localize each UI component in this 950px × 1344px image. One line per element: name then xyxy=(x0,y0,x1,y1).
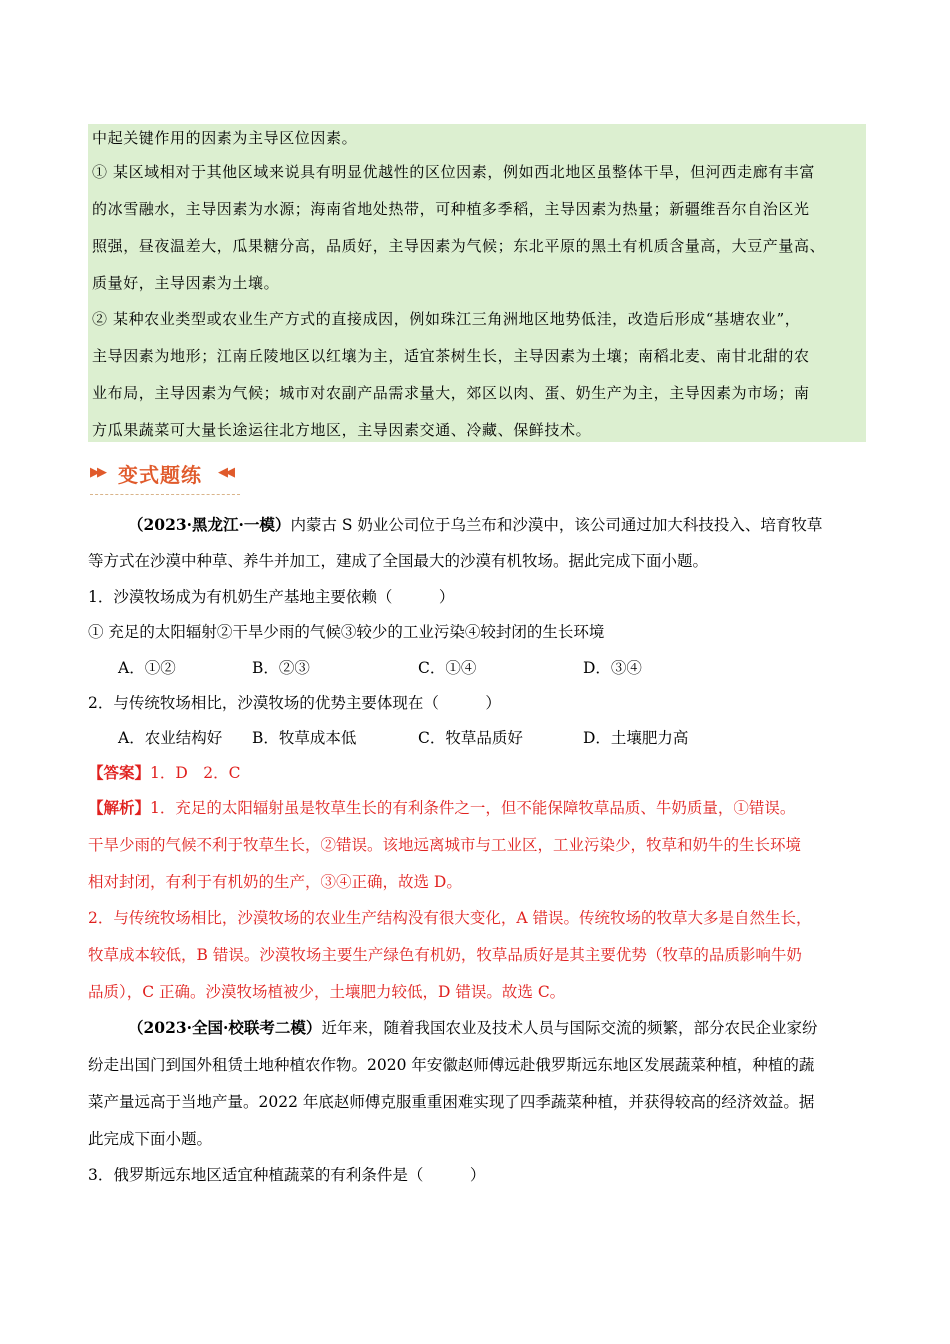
question-source: （2023·全国·校联考二模） xyxy=(128,1018,322,1037)
note-line: 中起关键作用的因素为主导区位因素。 xyxy=(92,129,358,147)
note-line: ① 某区域相对于其他区域来说具有明显优越性的区位因素，例如西北地区虽整体干旱，但河西走廊有丰富 xyxy=(92,163,815,181)
analysis-line: 相对封闭，有利于有机奶的生产，③④正确，故选 D。 xyxy=(88,873,462,891)
question-3: 3．俄罗斯远东地区适宜种植蔬菜的有利条件是（ ） xyxy=(88,1166,486,1184)
option-d: D．③④ xyxy=(583,659,642,677)
section-title: 变式题练 xyxy=(118,463,202,487)
section-heading xyxy=(90,458,240,495)
analysis-text: 1．充足的太阳辐射虽是牧草生长的有利条件之一，但不能保障牧草品质、牛奶质量，①错误。 xyxy=(150,799,796,817)
passage-text: 内蒙古 S 奶业公司位于乌兰布和沙漠中，该公司通过加大科技投入、培育牧草 xyxy=(290,516,823,534)
option-a: A．①② xyxy=(118,659,176,677)
note-line: 业布局，主导因素为气候；城市对农副产品需求量大，郊区以肉、蛋、奶生产为主，主导因素为市场；南 xyxy=(92,384,810,402)
note-line: 的冰雪融水，主导因素为水源；海南省地处热带，可种植多季稻，主导因素为热量；新疆维吾尔自治区光 xyxy=(92,200,810,218)
passage-1 xyxy=(128,514,822,536)
answer-text: 1．D 2．C xyxy=(150,764,241,782)
analysis-label: 【解析】 xyxy=(88,798,151,817)
question-1: 1．沙漠牧场成为有机奶生产基地主要依赖（ ） xyxy=(88,588,455,606)
analysis-line: 2．与传统牧场相比，沙漠牧场的农业生产结构没有很大变化，A 错误。传统牧场的牧草大多是自然生长， xyxy=(88,909,812,927)
passage-text: 此完成下面小题。 xyxy=(88,1130,213,1148)
passage-text: 菜产量远高于当地产量。2022 年底赵师傅克服重重困难实现了四季蔬菜种植，并获得较高的经济效益。据 xyxy=(88,1093,815,1111)
analysis-line: 牧草成本较低，B 错误。沙漠牧场主要生产绿色有机奶，牧草品质好是其主要优势（牧草的品质影响牛奶 xyxy=(88,946,802,964)
analysis-line: 干旱少雨的气候不利于牧草生长，②错误。该地远离城市与工业区，工业污染少，牧草和奶牛的生长环境 xyxy=(88,836,802,854)
question-1-stem: ① 充足的太阳辐射②干旱少雨的气候③较少的工业污染④较封闭的生长环境 xyxy=(88,623,605,641)
passage-2 xyxy=(128,1017,817,1039)
note-line: 方瓜果蔬菜可大量长途运往北方地区，主导因素交通、冷藏、保鲜技术。 xyxy=(92,421,592,439)
note-line: 质量好，主导因素为土壤。 xyxy=(92,274,280,292)
answer xyxy=(88,762,241,784)
passage-text: 纷走出国门到国外租赁土地种植农作物。2020 年安徽赵师傅远赴俄罗斯远东地区发展蔬菜种植，种植的蔬 xyxy=(88,1056,815,1074)
analysis-line: 品质），C 正确。沙漠牧场植被少，土壤肥力较低，D 错误。故选 C。 xyxy=(88,983,566,1001)
note-line: 主导因素为地形；江南丘陵地区以红壤为主，适宜茶树生长，主导因素为土壤；南稻北麦、南甘北甜的农 xyxy=(92,347,810,365)
option-c: C．①④ xyxy=(418,659,477,677)
option-b: B．牧草成本低 xyxy=(252,729,357,747)
answer-label: 【答案】 xyxy=(88,763,151,782)
option-b: B．②③ xyxy=(252,659,310,677)
right-arrows-icon: ◀◀ xyxy=(218,465,232,480)
question-source: （2023·黑龙江·一模） xyxy=(128,515,291,534)
analysis-line xyxy=(88,797,795,819)
note-line: 照强，昼夜温差大，瓜果糖分高，品质好，主导因素为气候；东北平原的黑土有机质含量高，大豆产量高、 xyxy=(92,237,826,255)
option-a: A．农业结构好 xyxy=(118,729,223,747)
left-arrows-icon: ▶▶ xyxy=(90,465,104,480)
passage-text: 近年来，随着我国农业及技术人员与国际交流的频繁，部分农民企业家纷 xyxy=(321,1019,818,1037)
question-2: 2．与传统牧场相比，沙漠牧场的优势主要体现在（ ） xyxy=(88,694,501,712)
option-d: D．土壤肥力高 xyxy=(583,729,689,747)
passage-text: 等方式在沙漠中种草、养牛并加工，建成了全国最大的沙漠有机牧场。据此完成下面小题。 xyxy=(88,552,709,570)
note-line: ② 某种农业类型或农业生产方式的直接成因，例如珠江三角洲地区地势低洼，改造后形成“基塘农业”， xyxy=(92,310,801,328)
option-c: C．牧草品质好 xyxy=(418,729,523,747)
